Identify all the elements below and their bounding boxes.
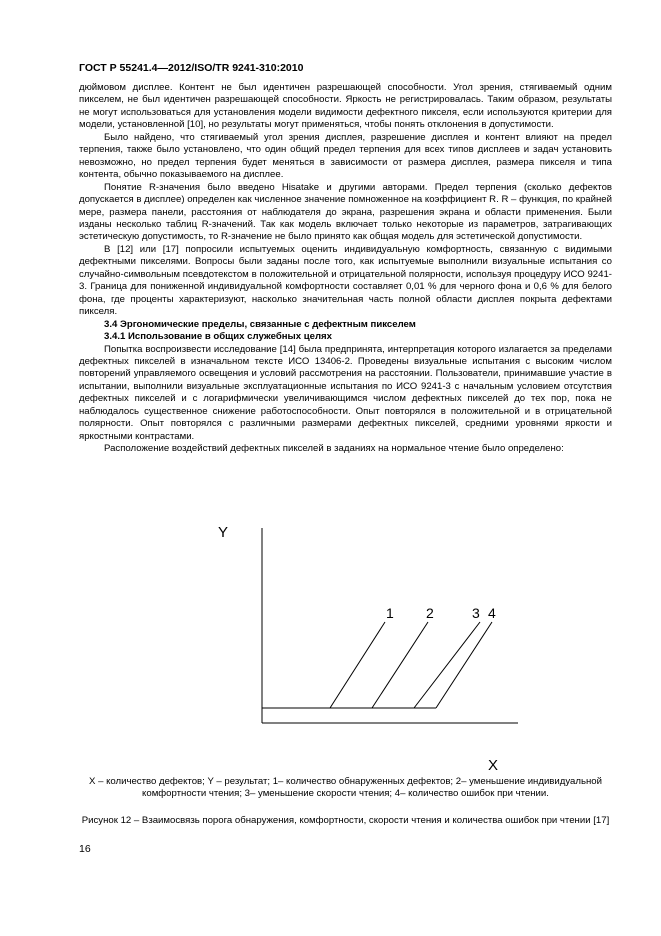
figure-caption: Рисунок 12 – Взаимосвязь порога обнаружения, комфортности, скорости чтения и количества ошибок при чтении [17] [81,815,610,826]
page-number: 16 [79,843,91,855]
curve-4 [436,622,492,708]
paragraph: дюймовом дисплее. Контент не был идентичен разрешающей способности. Угол зрения, стягиваемый одним пикселем, не был идентичен разрешающей способности. Яркость не регистрировалась. Таким образом, результаты не могут использоваться для установления модели видимости дефектного пикселя, если используются критерии для модели, установленной [10], но результаты могут применяться, чтобы понять отклонения в допустимости. [79,82,612,131]
section-heading: 3.4 Эргономические пределы, связанные с дефектным пикселем [104,318,416,330]
curve-2 [372,622,428,708]
curve-3 [414,622,480,708]
paragraph: В [12] или [17] попросили испытуемых оценить индивидуальную комфортность, связанную с видимыми дефектными пикселями. Вопросы были заданы после того, как испытуемые выполнили визуальные испытания со случайно-символьным псевдотекстом в положительной и отрицательной полярности, используя процедуру ИСО 9241-3. Граница для пониженной индивидуальной комфортности составляет 0,01 % для черного фона и 0,6 % для белого фона, где проценты характеризуют, насколько значительная часть полной области дисплея покрыта дефектами пикселя. [79,243,612,318]
curve-label-4: 4 [488,605,496,621]
document-header: ГОСТ Р 55241.4—2012/ISO/TR 9241-310:2010 [79,62,304,74]
curve-1 [330,622,385,708]
subsection-heading: 3.4.1 Использование в общих служебных целях [104,331,332,343]
body-text [79,82,612,456]
curve-label-3: 3 [472,605,480,621]
paragraph: Расположение воздействий дефектных пикселей в заданиях на нормальное чтение было определено: [104,443,564,455]
figure-diagram [200,520,540,775]
curve-label-2: 2 [426,605,434,621]
paragraph: Было найдено, что стягиваемый угол зрения дисплея, разрешение дисплея и контент влияют на предел терпения, также было установлено, что один общий предел терпения для всех типов дисплеев и задач установить невозможно, но предел терпения будет меняться в зависимости от размера дисплея, размера пикселя и типа контента, обычно показываемого на дисплее. [79,131,612,181]
figure-12 [200,520,540,775]
y-axis-label: Y [218,524,229,541]
figure-legend: X – количество дефектов; Y – результат; 1– количество обнаруженных дефектов; 2– уменьшение индивидуальной комфортности чтения; 3– уменьшение скорости чтения; 4– количество ошибок при чтении. [89,776,602,800]
curve-label-1: 1 [386,605,394,621]
paragraph: Попытка воспроизвести исследование [14] была предпринята, интерпретация которого излагается за пределами дефектных пикселей в изначальном тексте ИСО 13406-2. Проведены визуальные испытания с высоким числом повторений управляемого освещения и условий рассмотрения на расстоянии. Пользователи, принимавшие участие в испытании, выполнили визуальные эксплуатационные испытания по ИСО 9241-3 с начальным условием отсутствия дефектных пикселей и с логарифмически увеличивающимся числом дефектных пикселей до тех пор, пока не наблюдалось существенное снижение работоспособности. Опыт повторялся в положительной и в отрицательной полярности. Опыт повторялся с различными размерами дефектных пикселей, средними уровнями яркости и яркостными контрастами. [79,343,612,442]
x-axis-label: X [488,757,499,774]
paragraph: Понятие R-значения было введено Hisatake и другими авторами. Предел терпения (сколько дефектов допускается в дисплее) определен как численное значение помноженное на коэффициент R. R – функция, по крайней мере, размера панели, расстояния от наблюдателя до экрана, разрешения экрана и области применения. Были изданы несколько таблиц R-значений. Так как модель включает только некоторые из параметров, затрагивающих эстетическую допустимость, то R-значение не было принято как общая модель для эстетической допустимости. [79,181,612,243]
